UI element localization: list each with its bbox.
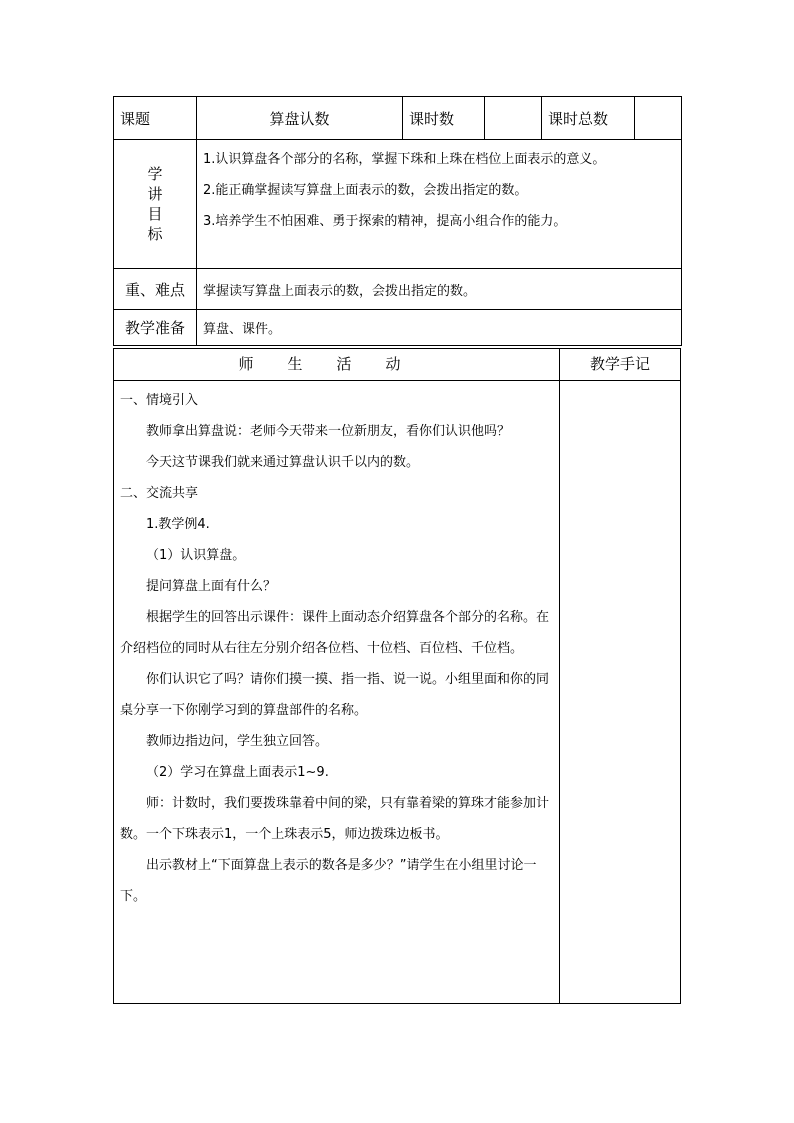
paragraph: 教师拿出算盘说：老师今天带来一位新朋友，看你们认识他吗？ bbox=[146, 424, 511, 439]
topic-value: 算盘认数 bbox=[197, 97, 403, 140]
objectives-list bbox=[197, 140, 682, 269]
section-heading: 一、情境引入 bbox=[120, 393, 199, 408]
paragraph: （1）认识算盘。 bbox=[146, 548, 246, 563]
topic-label: 课题 bbox=[114, 97, 197, 140]
total-hours-label: 课时总数 bbox=[542, 97, 635, 140]
activity-title: 师生活动 bbox=[238, 355, 435, 373]
hours-label: 课时数 bbox=[403, 97, 485, 140]
paragraph: 出示教材上“下面算盘上表示的数各是多少？”请学生在小组里讨论一下。 bbox=[120, 858, 537, 904]
objectives-label-char: 学 bbox=[147, 165, 163, 183]
section-heading: 二、交流共享 bbox=[120, 486, 199, 501]
objectives-label bbox=[114, 140, 197, 269]
lesson-header-table bbox=[113, 96, 681, 378]
paragraph: 今天这节课我们就来通过算盘认识千以内的数。 bbox=[146, 455, 420, 470]
objectives-label-char: 讲 bbox=[147, 185, 163, 203]
total-hours-value bbox=[635, 97, 682, 140]
preparation-label: 教学准备 bbox=[114, 310, 197, 346]
objective-item: 3.培养学生不怕困难、勇于探索的精神，提高小组合作的能力。 bbox=[203, 214, 567, 229]
keypoints-label: 重、难点 bbox=[114, 269, 197, 310]
paragraph: 你们认识它了吗？请你们摸一摸、指一指、说一说。小组里面和你的同桌分享一下你刚学习到的算盘部件的名称。 bbox=[120, 672, 550, 718]
objective-item: 2.能正确掌握读写算盘上面表示的数，会拨出指定的数。 bbox=[203, 183, 528, 198]
column-divider bbox=[559, 349, 560, 1003]
teaching-notes-label: 教学手记 bbox=[589, 355, 650, 373]
objectives-label-char: 标 bbox=[147, 225, 163, 243]
paragraph: 1.教学例4. bbox=[146, 517, 210, 532]
paragraph: 师：计数时，我们要拨珠靠着中间的梁，只有靠着梁的算珠才能参加计数。一个下珠表示1，一个上珠表示5，师边拨珠边板书。 bbox=[120, 796, 550, 842]
activity-content bbox=[120, 385, 554, 912]
hours-value bbox=[485, 97, 542, 140]
paragraph: 提问算盘上面有什么？ bbox=[146, 579, 277, 594]
objective-item: 1.认识算盘各个部分的名称，掌握下珠和上珠在档位上面表示的意义。 bbox=[203, 152, 606, 167]
paragraph: 根据学生的回答出示课件：课件上面动态介绍算盘各个部分的名称。在介绍档位的同时从右往左分别介绍各位档、十位档、百位档、千位档。 bbox=[120, 610, 550, 656]
paragraph: （2）学习在算盘上面表示1~9. bbox=[146, 765, 329, 780]
keypoints-value: 掌握读写算盘上面表示的数，会拨出指定的数。 bbox=[197, 269, 682, 310]
paragraph: 教师边指边问，学生独立回答。 bbox=[146, 734, 329, 749]
objectives-label-char: 目 bbox=[147, 205, 163, 223]
activity-section bbox=[113, 348, 681, 1004]
row-divider bbox=[114, 380, 680, 381]
preparation-value: 算盘、课件。 bbox=[197, 310, 682, 346]
